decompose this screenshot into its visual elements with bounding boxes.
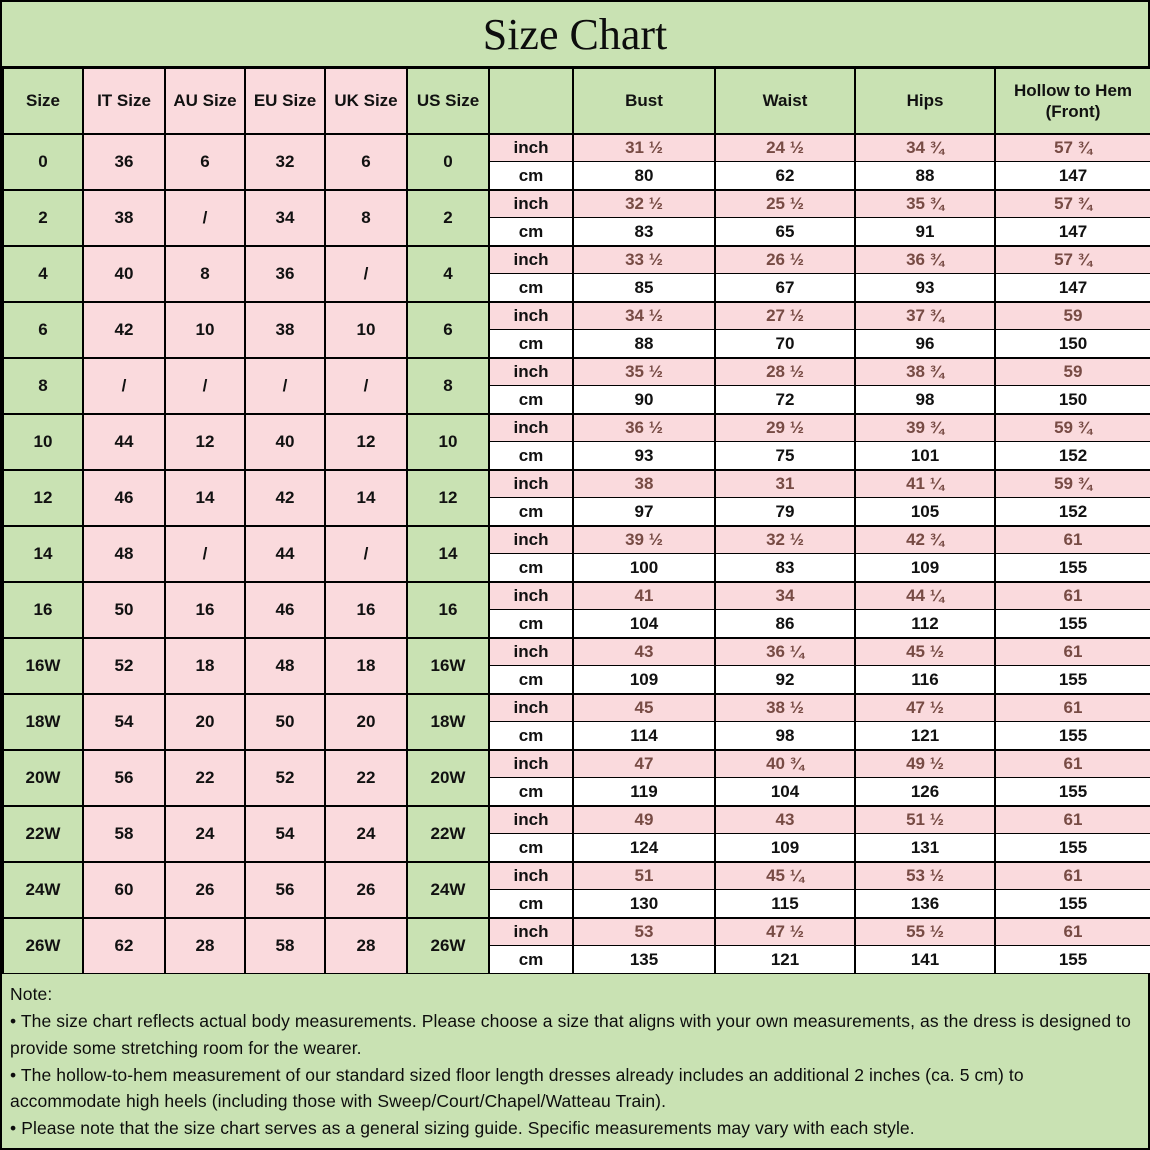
cell-eu-size: 52: [245, 750, 325, 806]
cell-hips-cm: 109: [855, 554, 995, 582]
cell-waist-inch: 25 ½: [715, 190, 855, 218]
cell-waist-inch: 45 ¼: [715, 862, 855, 890]
cell-unit-cm: cm: [489, 610, 573, 638]
header-hollow-line1: Hollow to Hem: [1013, 80, 1133, 100]
cell-hips-inch: 55 ½: [855, 918, 995, 946]
cell-au-size: 12: [165, 414, 245, 470]
cell-unit-inch: inch: [489, 134, 573, 162]
page-title: Size Chart: [2, 2, 1148, 68]
cell-uk-size: 8: [325, 190, 407, 246]
cell-waist-cm: 79: [715, 498, 855, 526]
cell-it-size: 52: [83, 638, 165, 694]
cell-hips-cm: 98: [855, 386, 995, 414]
cell-it-size: 46: [83, 470, 165, 526]
cell-waist-cm: 86: [715, 610, 855, 638]
cell-us-size: 14: [407, 526, 489, 582]
cell-bust-inch: 38: [573, 470, 715, 498]
cell-hips-cm: 136: [855, 890, 995, 918]
cell-waist-inch: 40 ¾: [715, 750, 855, 778]
cell-hips-inch: 47 ½: [855, 694, 995, 722]
cell-au-size: /: [165, 526, 245, 582]
cell-hollow-to-hem-inch: 57 ¾: [995, 134, 1150, 162]
cell-waist-cm: 92: [715, 666, 855, 694]
cell-au-size: 28: [165, 918, 245, 974]
cell-size: 16: [3, 582, 83, 638]
cell-uk-size: /: [325, 526, 407, 582]
cell-hollow-to-hem-cm: 152: [995, 442, 1150, 470]
cell-hips-inch: 51 ½: [855, 806, 995, 834]
header-au-size: AU Size: [165, 69, 245, 134]
cell-hips-cm: 116: [855, 666, 995, 694]
cell-us-size: 24W: [407, 862, 489, 918]
cell-unit-cm: cm: [489, 946, 573, 974]
cell-us-size: 6: [407, 302, 489, 358]
cell-bust-inch: 31 ½: [573, 134, 715, 162]
cell-bust-inch: 47: [573, 750, 715, 778]
cell-eu-size: 56: [245, 862, 325, 918]
cell-us-size: 4: [407, 246, 489, 302]
cell-us-size: 2: [407, 190, 489, 246]
cell-bust-cm: 80: [573, 162, 715, 190]
cell-waist-cm: 104: [715, 778, 855, 806]
cell-us-size: 26W: [407, 918, 489, 974]
size-row-14-inch: [3, 526, 1150, 554]
cell-au-size: 24: [165, 806, 245, 862]
cell-bust-cm: 85: [573, 274, 715, 302]
cell-hollow-to-hem-cm: 147: [995, 162, 1150, 190]
cell-unit-cm: cm: [489, 386, 573, 414]
cell-bust-inch: 39 ½: [573, 526, 715, 554]
cell-eu-size: 48: [245, 638, 325, 694]
cell-au-size: /: [165, 358, 245, 414]
cell-waist-cm: 70: [715, 330, 855, 358]
cell-waist-cm: 109: [715, 834, 855, 862]
cell-au-size: 20: [165, 694, 245, 750]
cell-au-size: 26: [165, 862, 245, 918]
cell-uk-size: 6: [325, 134, 407, 190]
cell-unit-cm: cm: [489, 162, 573, 190]
cell-unit-inch: inch: [489, 638, 573, 666]
cell-bust-inch: 41: [573, 582, 715, 610]
cell-us-size: 8: [407, 358, 489, 414]
cell-waist-inch: 34: [715, 582, 855, 610]
cell-bust-inch: 33 ½: [573, 246, 715, 274]
cell-hollow-to-hem-cm: 155: [995, 946, 1150, 974]
cell-bust-cm: 109: [573, 666, 715, 694]
cell-au-size: 18: [165, 638, 245, 694]
cell-hollow-to-hem-inch: 61: [995, 694, 1150, 722]
cell-waist-cm: 83: [715, 554, 855, 582]
cell-unit-cm: cm: [489, 778, 573, 806]
cell-uk-size: 22: [325, 750, 407, 806]
size-row-2-inch: [3, 190, 1150, 218]
cell-unit-inch: inch: [489, 190, 573, 218]
cell-hollow-to-hem-cm: 155: [995, 834, 1150, 862]
header-uk-size: UK Size: [325, 69, 407, 134]
cell-hollow-to-hem-cm: 155: [995, 890, 1150, 918]
cell-waist-inch: 29 ½: [715, 414, 855, 442]
cell-hollow-to-hem-inch: 61: [995, 638, 1150, 666]
header-size: Size: [3, 69, 83, 134]
cell-bust-cm: 90: [573, 386, 715, 414]
cell-bust-cm: 114: [573, 722, 715, 750]
size-row-10-inch: [3, 414, 1150, 442]
cell-au-size: 14: [165, 470, 245, 526]
cell-hollow-to-hem-inch: 61: [995, 806, 1150, 834]
cell-unit-cm: cm: [489, 722, 573, 750]
cell-uk-size: 26: [325, 862, 407, 918]
cell-size: 10: [3, 414, 83, 470]
cell-it-size: 44: [83, 414, 165, 470]
cell-hollow-to-hem-inch: 59 ¾: [995, 414, 1150, 442]
cell-eu-size: 42: [245, 470, 325, 526]
cell-bust-cm: 97: [573, 498, 715, 526]
cell-hollow-to-hem-cm: 155: [995, 554, 1150, 582]
cell-it-size: 36: [83, 134, 165, 190]
cell-uk-size: 16: [325, 582, 407, 638]
cell-unit-cm: cm: [489, 666, 573, 694]
cell-unit-inch: inch: [489, 526, 573, 554]
cell-it-size: 56: [83, 750, 165, 806]
cell-au-size: /: [165, 190, 245, 246]
cell-eu-size: 44: [245, 526, 325, 582]
cell-size: 18W: [3, 694, 83, 750]
cell-waist-inch: 36 ¼: [715, 638, 855, 666]
cell-hips-cm: 88: [855, 162, 995, 190]
cell-size: 26W: [3, 918, 83, 974]
cell-hips-inch: 49 ½: [855, 750, 995, 778]
cell-waist-cm: 121: [715, 946, 855, 974]
cell-size: 16W: [3, 638, 83, 694]
size-row-18W-inch: [3, 694, 1150, 722]
cell-waist-cm: 67: [715, 274, 855, 302]
cell-unit-inch: inch: [489, 246, 573, 274]
cell-it-size: 40: [83, 246, 165, 302]
cell-hollow-to-hem-inch: 59: [995, 302, 1150, 330]
cell-unit-inch: inch: [489, 918, 573, 946]
cell-us-size: 22W: [407, 806, 489, 862]
cell-hollow-to-hem-cm: 152: [995, 498, 1150, 526]
cell-eu-size: 58: [245, 918, 325, 974]
cell-hips-inch: 38 ¾: [855, 358, 995, 386]
cell-eu-size: 40: [245, 414, 325, 470]
size-row-0-inch: [3, 134, 1150, 162]
cell-hips-cm: 91: [855, 218, 995, 246]
cell-au-size: 10: [165, 302, 245, 358]
cell-hollow-to-hem-inch: 57 ¾: [995, 190, 1150, 218]
cell-it-size: 54: [83, 694, 165, 750]
cell-us-size: 20W: [407, 750, 489, 806]
cell-au-size: 6: [165, 134, 245, 190]
cell-unit-inch: inch: [489, 694, 573, 722]
cell-hollow-to-hem-inch: 61: [995, 582, 1150, 610]
cell-hollow-to-hem-inch: 59 ¾: [995, 470, 1150, 498]
cell-hollow-to-hem-cm: 155: [995, 666, 1150, 694]
cell-hips-cm: 112: [855, 610, 995, 638]
cell-unit-inch: inch: [489, 302, 573, 330]
cell-waist-inch: 31: [715, 470, 855, 498]
cell-hollow-to-hem-inch: 61: [995, 750, 1150, 778]
cell-waist-inch: 32 ½: [715, 526, 855, 554]
cell-bust-inch: 49: [573, 806, 715, 834]
cell-hips-inch: 45 ½: [855, 638, 995, 666]
cell-size: 6: [3, 302, 83, 358]
cell-unit-inch: inch: [489, 806, 573, 834]
cell-size: 14: [3, 526, 83, 582]
cell-uk-size: 12: [325, 414, 407, 470]
cell-au-size: 16: [165, 582, 245, 638]
cell-hips-inch: 44 ¼: [855, 582, 995, 610]
cell-bust-inch: 51: [573, 862, 715, 890]
cell-unit-inch: inch: [489, 862, 573, 890]
cell-bust-cm: 88: [573, 330, 715, 358]
cell-bust-inch: 45: [573, 694, 715, 722]
cell-size: 20W: [3, 750, 83, 806]
cell-hips-inch: 35 ¾: [855, 190, 995, 218]
cell-size: 8: [3, 358, 83, 414]
cell-hollow-to-hem-inch: 59: [995, 358, 1150, 386]
cell-waist-cm: 115: [715, 890, 855, 918]
note-bullet-1: • The size chart reflects actual body measurements. Please choose a size that aligns with your own measurements, as the dress is designed to provide some stretching room for the wearer.: [10, 1011, 1131, 1058]
cell-bust-cm: 124: [573, 834, 715, 862]
cell-us-size: 12: [407, 470, 489, 526]
header-hollow-line2: (Front): [1045, 102, 1101, 122]
cell-waist-inch: 43: [715, 806, 855, 834]
header-bust: Bust: [573, 69, 715, 134]
cell-waist-inch: 38 ½: [715, 694, 855, 722]
cell-unit-inch: inch: [489, 414, 573, 442]
cell-it-size: 62: [83, 918, 165, 974]
cell-au-size: 22: [165, 750, 245, 806]
cell-eu-size: 36: [245, 246, 325, 302]
cell-bust-cm: 93: [573, 442, 715, 470]
cell-it-size: 60: [83, 862, 165, 918]
cell-us-size: 10: [407, 414, 489, 470]
cell-eu-size: 54: [245, 806, 325, 862]
cell-hips-inch: 42 ¾: [855, 526, 995, 554]
note-section: [2, 974, 1148, 1148]
cell-size: 2: [3, 190, 83, 246]
size-row-6-inch: [3, 302, 1150, 330]
cell-hips-cm: 126: [855, 778, 995, 806]
cell-waist-cm: 62: [715, 162, 855, 190]
cell-eu-size: 38: [245, 302, 325, 358]
cell-eu-size: 50: [245, 694, 325, 750]
cell-waist-inch: 47 ½: [715, 918, 855, 946]
cell-size: 24W: [3, 862, 83, 918]
cell-hips-cm: 93: [855, 274, 995, 302]
cell-bust-inch: 34 ½: [573, 302, 715, 330]
cell-hips-inch: 41 ¼: [855, 470, 995, 498]
cell-it-size: 58: [83, 806, 165, 862]
cell-bust-cm: 104: [573, 610, 715, 638]
cell-us-size: 16W: [407, 638, 489, 694]
cell-hollow-to-hem-inch: 61: [995, 918, 1150, 946]
size-row-8-inch: [3, 358, 1150, 386]
cell-eu-size: 32: [245, 134, 325, 190]
cell-unit-cm: cm: [489, 330, 573, 358]
cell-unit-cm: cm: [489, 890, 573, 918]
size-row-12-inch: [3, 470, 1150, 498]
cell-it-size: 38: [83, 190, 165, 246]
cell-waist-cm: 75: [715, 442, 855, 470]
cell-us-size: 18W: [407, 694, 489, 750]
size-row-16W-inch: [3, 638, 1150, 666]
size-row-22W-inch: [3, 806, 1150, 834]
cell-waist-inch: 28 ½: [715, 358, 855, 386]
header-waist: Waist: [715, 69, 855, 134]
header-row: [3, 69, 1150, 134]
cell-hollow-to-hem-cm: 155: [995, 610, 1150, 638]
size-chart-table: [2, 68, 1150, 974]
cell-us-size: 0: [407, 134, 489, 190]
size-row-24W-inch: [3, 862, 1150, 890]
cell-hollow-to-hem-inch: 61: [995, 862, 1150, 890]
note-bullet-3: • Please note that the size chart serves as a general sizing guide. Specific measurements may vary with each style.: [10, 1118, 915, 1139]
cell-hollow-to-hem-inch: 61: [995, 526, 1150, 554]
cell-hips-inch: 34 ¾: [855, 134, 995, 162]
cell-hollow-to-hem-cm: 147: [995, 274, 1150, 302]
cell-bust-inch: 53: [573, 918, 715, 946]
cell-unit-cm: cm: [489, 274, 573, 302]
cell-waist-inch: 24 ½: [715, 134, 855, 162]
cell-it-size: 50: [83, 582, 165, 638]
cell-hollow-to-hem-inch: 57 ¾: [995, 246, 1150, 274]
cell-unit-inch: inch: [489, 582, 573, 610]
cell-hollow-to-hem-cm: 155: [995, 778, 1150, 806]
cell-waist-inch: 26 ½: [715, 246, 855, 274]
cell-hips-cm: 131: [855, 834, 995, 862]
cell-hips-inch: 36 ¾: [855, 246, 995, 274]
cell-hollow-to-hem-cm: 150: [995, 386, 1150, 414]
cell-hips-cm: 101: [855, 442, 995, 470]
cell-unit-inch: inch: [489, 358, 573, 386]
cell-bust-cm: 83: [573, 218, 715, 246]
cell-uk-size: /: [325, 358, 407, 414]
cell-size: 22W: [3, 806, 83, 862]
cell-hips-cm: 105: [855, 498, 995, 526]
cell-bust-inch: 32 ½: [573, 190, 715, 218]
cell-waist-cm: 65: [715, 218, 855, 246]
cell-hollow-to-hem-cm: 147: [995, 218, 1150, 246]
cell-uk-size: 10: [325, 302, 407, 358]
size-row-4-inch: [3, 246, 1150, 274]
note-bullet-2: • The hollow-to-hem measurement of our standard sized floor length dresses already includes an additional 2 inches (ca. 5 cm) to accommodate high heels (including those with Sweep/Court/Chapel/Watteau Train).: [10, 1064, 1024, 1112]
cell-hollow-to-hem-cm: 155: [995, 722, 1150, 750]
cell-unit-inch: inch: [489, 750, 573, 778]
cell-unit-cm: cm: [489, 498, 573, 526]
cell-unit-cm: cm: [489, 442, 573, 470]
cell-hollow-to-hem-cm: 150: [995, 330, 1150, 358]
cell-hips-inch: 39 ¾: [855, 414, 995, 442]
cell-eu-size: 46: [245, 582, 325, 638]
cell-bust-inch: 43: [573, 638, 715, 666]
cell-us-size: 16: [407, 582, 489, 638]
cell-waist-cm: 72: [715, 386, 855, 414]
note-heading: Note:: [10, 984, 53, 1005]
cell-uk-size: /: [325, 246, 407, 302]
cell-hips-inch: 37 ¾: [855, 302, 995, 330]
cell-uk-size: 14: [325, 470, 407, 526]
header-eu-size: EU Size: [245, 69, 325, 134]
header-unit-blank: [489, 69, 573, 134]
size-row-20W-inch: [3, 750, 1150, 778]
cell-eu-size: 34: [245, 190, 325, 246]
header-it-size: IT Size: [83, 69, 165, 134]
cell-bust-cm: 100: [573, 554, 715, 582]
cell-bust-cm: 119: [573, 778, 715, 806]
size-table-body: [3, 134, 1150, 974]
cell-it-size: /: [83, 358, 165, 414]
cell-eu-size: /: [245, 358, 325, 414]
cell-bust-cm: 130: [573, 890, 715, 918]
cell-bust-inch: 35 ½: [573, 358, 715, 386]
cell-waist-inch: 27 ½: [715, 302, 855, 330]
header-us-size: US Size: [407, 69, 489, 134]
cell-waist-cm: 98: [715, 722, 855, 750]
cell-uk-size: 20: [325, 694, 407, 750]
cell-bust-cm: 135: [573, 946, 715, 974]
cell-au-size: 8: [165, 246, 245, 302]
size-row-16-inch: [3, 582, 1150, 610]
cell-uk-size: 28: [325, 918, 407, 974]
cell-size: 0: [3, 134, 83, 190]
header-hollow-to-hem: [995, 69, 1150, 134]
cell-hips-cm: 121: [855, 722, 995, 750]
size-row-26W-inch: [3, 918, 1150, 946]
cell-bust-inch: 36 ½: [573, 414, 715, 442]
cell-hips-cm: 141: [855, 946, 995, 974]
cell-uk-size: 18: [325, 638, 407, 694]
cell-size: 12: [3, 470, 83, 526]
cell-hips-inch: 53 ½: [855, 862, 995, 890]
header-hips: Hips: [855, 69, 995, 134]
cell-unit-inch: inch: [489, 470, 573, 498]
cell-unit-cm: cm: [489, 554, 573, 582]
cell-unit-cm: cm: [489, 218, 573, 246]
cell-unit-cm: cm: [489, 834, 573, 862]
cell-it-size: 48: [83, 526, 165, 582]
cell-it-size: 42: [83, 302, 165, 358]
cell-hips-cm: 96: [855, 330, 995, 358]
cell-uk-size: 24: [325, 806, 407, 862]
cell-size: 4: [3, 246, 83, 302]
